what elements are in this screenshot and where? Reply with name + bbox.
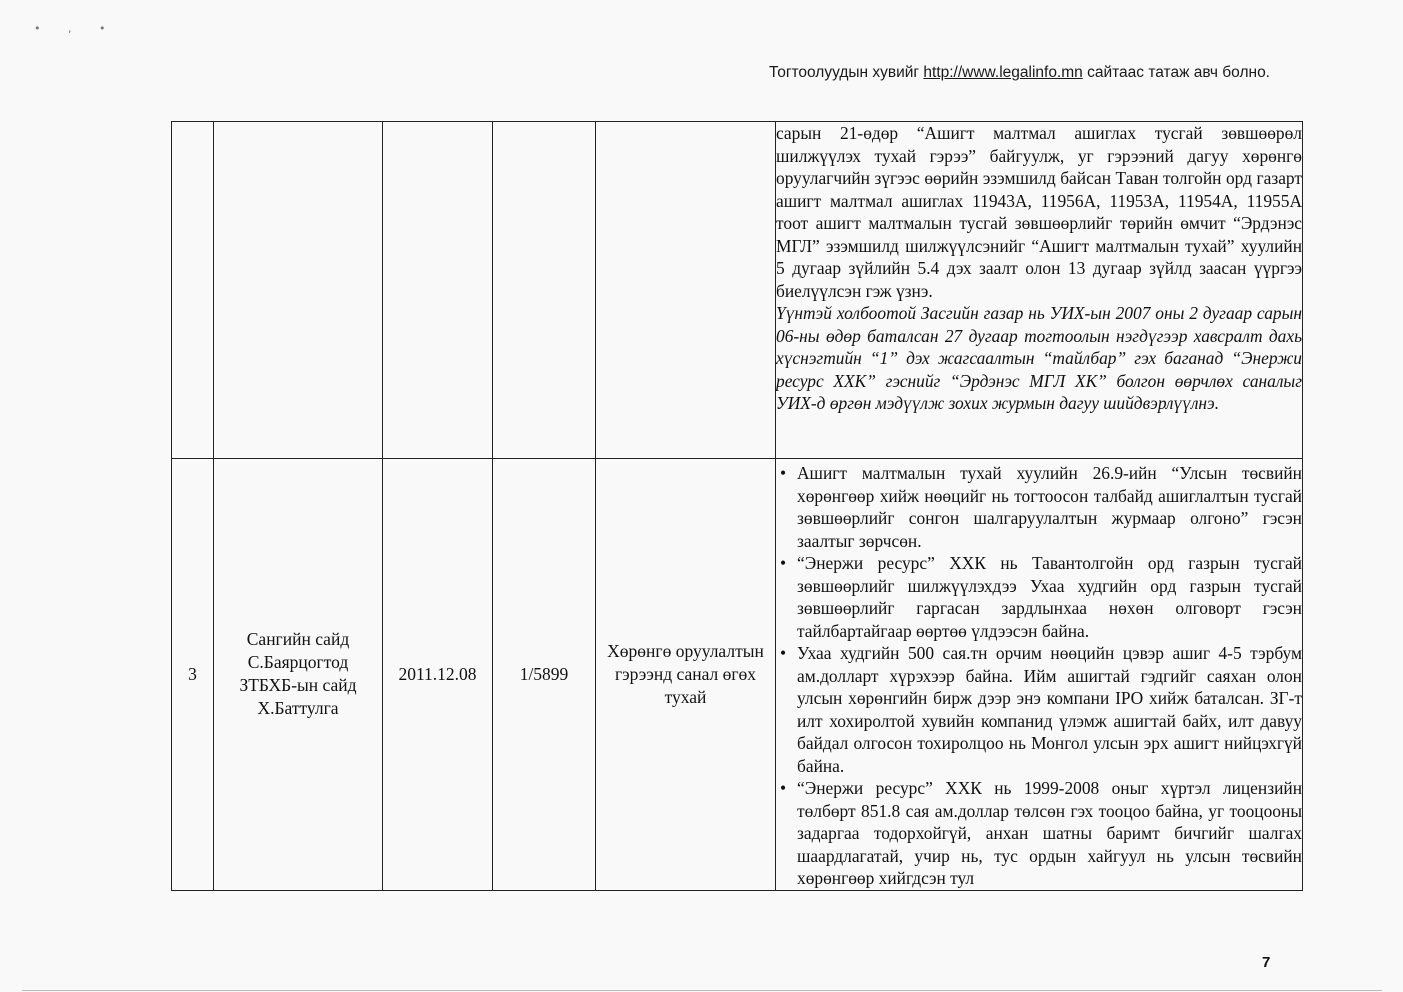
header-text-before: Тогтоолуудын хувийг [768,64,924,81]
header-text-after: сайтаас татаж авч болно. [1082,64,1270,81]
cell-date: 2011.12.08 [383,459,493,891]
author-line: Х.Баттулга [257,698,339,719]
header-note [769,64,1270,82]
cell-reference-empty [493,122,596,459]
cell-subject [596,459,776,891]
description-italic-paragraph: Үүнтэй холбоотой Засгийн газар нь УИХ-ын 2007 оны 2 дугаар сарын 06-ны өдөр баталсан 27 дугаар тогтоолын нэгдүгээр хавсралт дахь хүснэгтийн “1” дэх жагсаалтын “тайлбар” гэх баганад “Энержи ресурс ХХК” гэснийг “Эрдэнэс МГЛ ХК” болгон өөрчлөх саналыг УИХ-д өргөн мэдүүлж зохих журмын дагуу шийдвэрлүүлнэ. [776,303,1302,413]
cell-subject-empty [596,122,776,459]
author-line: ЗТБХБ-ын сайд [239,675,357,696]
cell-description [776,459,1303,891]
table-row-3 [172,459,1303,891]
page-number: 7 [1262,954,1271,971]
bullet-item: • Ашигт малтмалын тухай хуулийн 26.9-ийн “Улсын төсвийн хөрөнгөөр хийж нөөцийг нь тогтоосон талбайд ашиглалтын тусгай зөвшөөрлийг сонгон шалгаруулалтын журмаар олгоно” гэсэн заалтыг зөрчсөн. [780,462,1302,552]
cell-number: 3 [172,459,214,891]
cell-reference: 1/5899 [493,459,596,891]
bottom-divider [22,990,1382,991]
subject-text: Хөрөнгө оруулалтын гэрээнд санал өгөх тухай [607,640,764,707]
cell-date-empty [383,122,493,459]
cell-author [214,459,383,891]
bullet-item: • “Энержи ресурс” ХХК нь Тавантолгойн орд газрын тусгай зөвшөөрлийг шилжүүлэхдээ Ухаа худгийн орд газрын тусгай зөвшөөрлийг гаргасан зардлынхаа нөхөн олговорт гэсэн тайлбартайгаар өөртөө үлдээсэн байна. [780,552,1302,642]
cell-author-empty [214,122,383,459]
description-paragraph: сарын 21-өдөр “Ашигт малтмал ашиглах тусгай зөвшөөрөл шилжүүлэх тухай гэрээ” байгуулж, уг гэрээний дагуу хөрөнгө оруулагчийн зүгээс өөрийн эзэмшилд байсан Таван толгойн орд газарт ашигт малтмал ашиглах 11943A, 11956A, 11953A, 11954A, 11955A тоот ашигт малтмалын тусгай зөвшөөрлийг төрийн өмчит “Эрдэнэс МГЛ” эзэмшилд шилжүүлсэнийг “Ашигт малтмалын тухай” хуулийн 5 дугаар зүйлийн 5.4 дэх заалт олон 13 дугаар зүйлд заасан үүргээ биелүүлсэн гэж үзнэ. [776,123,1302,301]
author-line: С.Баярцогтод [247,652,349,673]
scan-artifact-marks: • , • [34,22,118,35]
table-row-continued [172,122,1303,459]
bullet-list [776,462,1302,890]
legalinfo-link[interactable]: http://www.legalinfo.mn [923,64,1083,81]
bullet-item: • “Энержи ресурс” ХХК нь 1999-2008 оныг хүртэл лицензийн төлбөрт 851.8 сая ам.доллар төлсөн гэх тооцоо байна, уг тооцооны задаргаа тодорхойгүй, анхан шатны баримт бичгийг шалгах шаардлагатай, учир нь, тус ордын хайгуул нь улсын төсвийн хөрөнгөөр хийгдсэн тул [780,777,1302,890]
cell-number-empty [172,122,214,459]
cell-description-continued [776,122,1303,459]
bullet-item: • Ухаа худгийн 500 сая.тн орчим нөөцийн цэвэр ашиг 4-5 тэрбум ам.долларт хүрэхээр байна. Ийм ашигтай гэдгийг саяхан олон улсын хөрөнгийн бирж дээр энэ компани IPO хийж баталсан. ЗГ-т илт хохиролтой хувийн компанид үлэмж ашигтай байх, илт давуу байдал олгосон тохиролцоо нь Монгол улсын эрх ашигт нийцэхгүй байна. [780,642,1302,777]
author-line: Сангийн сайд [246,629,350,650]
resolutions-table [171,121,1303,891]
